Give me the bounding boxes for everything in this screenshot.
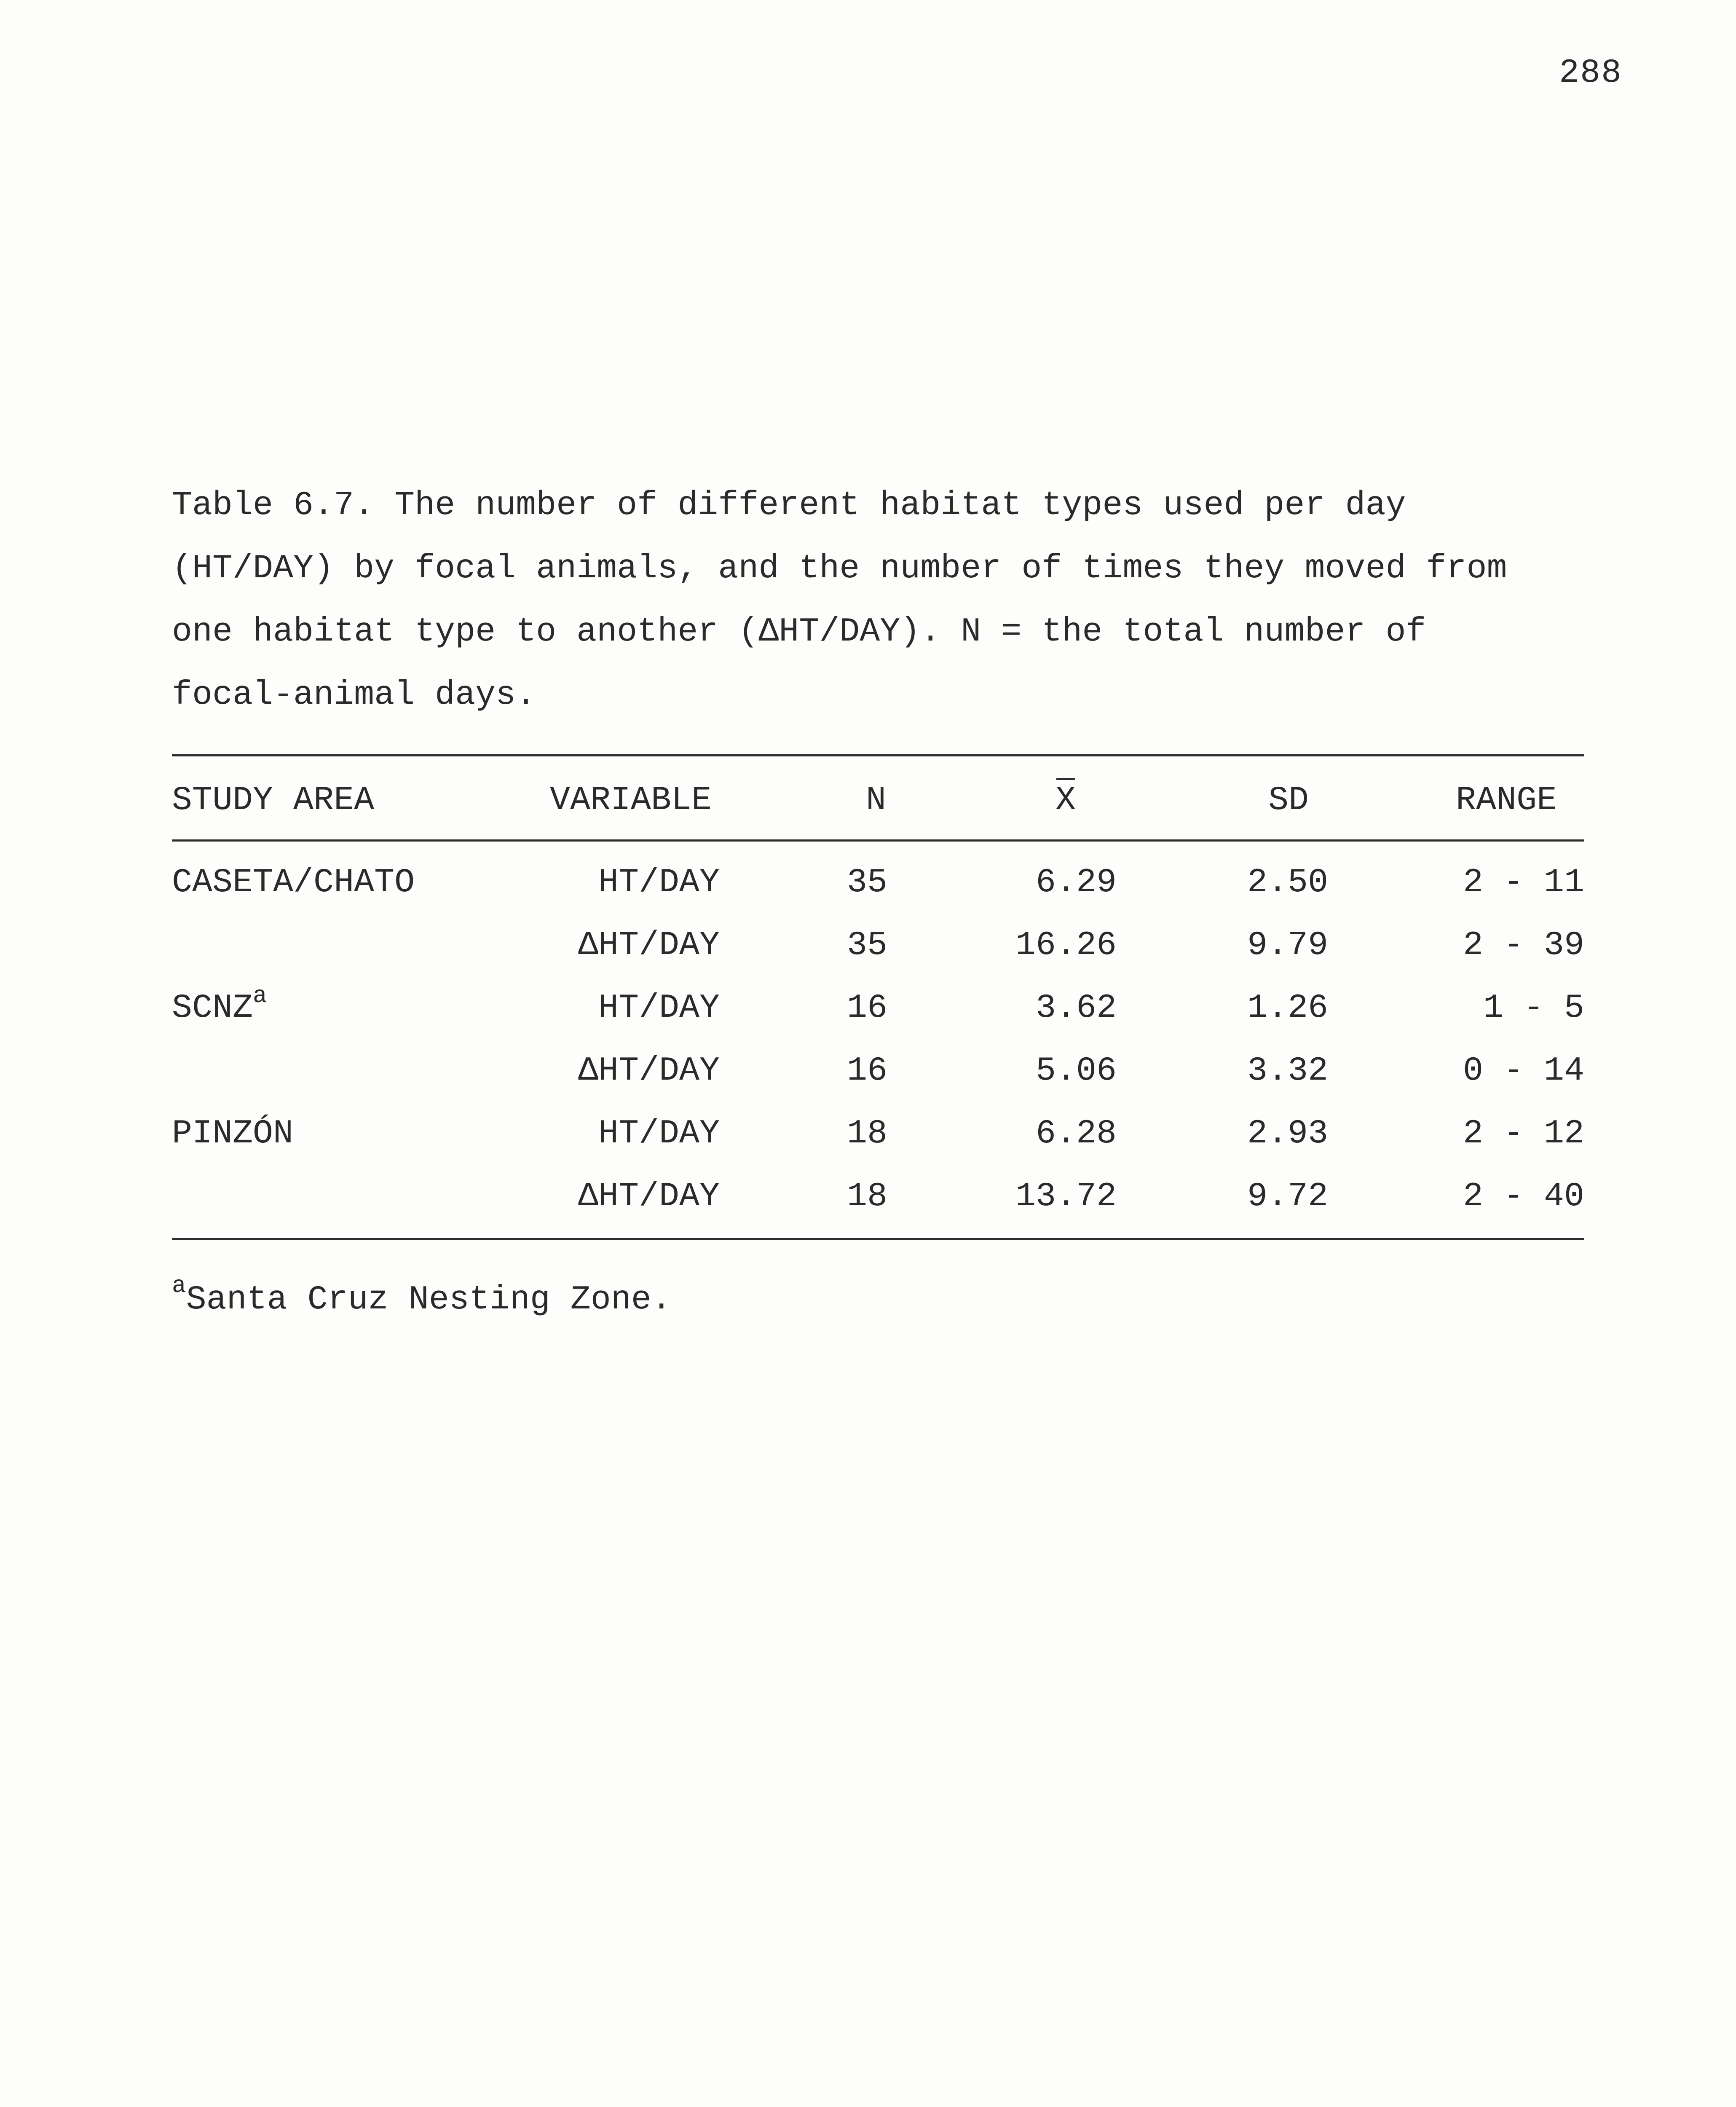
footnote <box>172 1272 672 1321</box>
cell-n-text: 18 <box>847 1115 888 1153</box>
cell-mean <box>1015 925 1117 967</box>
cell-variable-text: ΔHT/DAY <box>578 1052 720 1090</box>
cell-study-area <box>172 862 415 904</box>
header-range: RANGE <box>1456 781 1557 820</box>
cell-n <box>847 1050 887 1092</box>
cell-mean <box>1036 1050 1117 1092</box>
cell-sd-text: 9.79 <box>1247 926 1328 965</box>
footnote-marker: a <box>172 1272 186 1299</box>
cell-mean-text: 6.28 <box>1035 1115 1117 1153</box>
cell-study-area-text: CASETA/CHATO <box>172 863 415 902</box>
cell-n-text: 18 <box>847 1177 888 1216</box>
study-area-footnote-marker: a <box>253 982 267 1009</box>
cell-mean-text: 3.62 <box>1035 989 1117 1027</box>
cell-variable <box>598 987 720 1029</box>
header-sd: SD <box>1268 781 1309 820</box>
cell-sd <box>1247 1050 1328 1092</box>
cell-n <box>847 925 887 967</box>
cell-range-text: 1 - 5 <box>1483 989 1584 1027</box>
cell-variable <box>578 1176 720 1218</box>
cell-variable-text: ΔHT/DAY <box>578 1177 720 1216</box>
cell-variable-text: HT/DAY <box>598 1115 720 1153</box>
cell-study-area <box>172 982 267 1029</box>
cell-n <box>847 862 887 904</box>
cell-mean-text: 6.29 <box>1035 863 1117 902</box>
cell-mean-text: 5.06 <box>1035 1052 1117 1090</box>
cell-variable <box>598 862 720 904</box>
cell-n <box>847 1113 887 1155</box>
cell-range-text: 2 - 12 <box>1463 1115 1584 1153</box>
cell-sd-text: 2.50 <box>1247 863 1328 902</box>
caption-line: Table 6.7. The number of different habitat types used per day <box>172 486 1406 525</box>
cell-variable <box>578 1050 720 1092</box>
table-header-rule <box>172 839 1584 842</box>
cell-sd-text: 2.93 <box>1247 1115 1328 1153</box>
cell-n-text: 16 <box>847 989 888 1027</box>
cell-mean-text: 16.26 <box>1015 926 1117 965</box>
cell-range-text: 0 - 14 <box>1463 1052 1584 1090</box>
cell-sd <box>1247 862 1328 904</box>
cell-mean-text: 13.72 <box>1015 1177 1117 1216</box>
cell-range <box>1463 1113 1584 1155</box>
header-variable: VARIABLE <box>550 781 712 820</box>
cell-range <box>1463 1176 1584 1218</box>
cell-sd-text: 3.32 <box>1247 1052 1328 1090</box>
cell-n <box>847 987 887 1029</box>
table-bottom-rule <box>172 1238 1584 1240</box>
caption-line: focal-animal days. <box>172 676 536 714</box>
cell-n-text: 35 <box>847 863 888 902</box>
cell-sd <box>1247 987 1328 1029</box>
cell-sd <box>1247 925 1328 967</box>
cell-n-text: 35 <box>847 926 888 965</box>
cell-sd-text: 1.26 <box>1247 989 1328 1027</box>
cell-mean <box>1036 862 1117 904</box>
cell-range <box>1463 1050 1584 1092</box>
cell-sd <box>1247 1176 1328 1218</box>
cell-variable <box>598 1113 720 1155</box>
page-number: 288 <box>1559 54 1623 92</box>
cell-range-text: 2 - 11 <box>1463 863 1584 902</box>
table-top-rule <box>172 754 1584 756</box>
cell-mean <box>1036 987 1117 1029</box>
mean-symbol: X <box>1056 780 1076 822</box>
cell-range <box>1463 862 1584 904</box>
cell-sd-text: 9.72 <box>1247 1177 1328 1216</box>
cell-mean <box>1015 1176 1117 1218</box>
cell-range-text: 2 - 40 <box>1463 1177 1584 1216</box>
header-study-area: STUDY AREA <box>172 781 375 820</box>
caption-line: one habitat type to another (ΔHT/DAY). N = the total number of <box>172 613 1426 651</box>
table-caption <box>172 474 1592 727</box>
cell-range <box>1483 987 1584 1029</box>
header-n: N <box>866 781 887 820</box>
cell-variable-text: ΔHT/DAY <box>578 926 720 965</box>
footnote-text: Santa Cruz Nesting Zone. <box>186 1281 672 1319</box>
cell-mean <box>1036 1113 1117 1155</box>
cell-study-area <box>172 1113 293 1155</box>
cell-variable-text: HT/DAY <box>598 863 720 902</box>
cell-range-text: 2 - 39 <box>1463 926 1584 965</box>
cell-study-area-text: PINZÓN <box>172 1115 294 1153</box>
cell-study-area-text: SCNZ <box>172 989 253 1027</box>
cell-variable-text: HT/DAY <box>598 989 720 1027</box>
cell-variable <box>578 925 720 967</box>
cell-n <box>847 1176 887 1218</box>
header-mean <box>1056 780 1076 822</box>
cell-n-text: 16 <box>847 1052 888 1090</box>
caption-line: (HT/DAY) by focal animals, and the number of times they moved from <box>172 550 1507 588</box>
cell-sd <box>1247 1113 1328 1155</box>
cell-range <box>1463 925 1584 967</box>
